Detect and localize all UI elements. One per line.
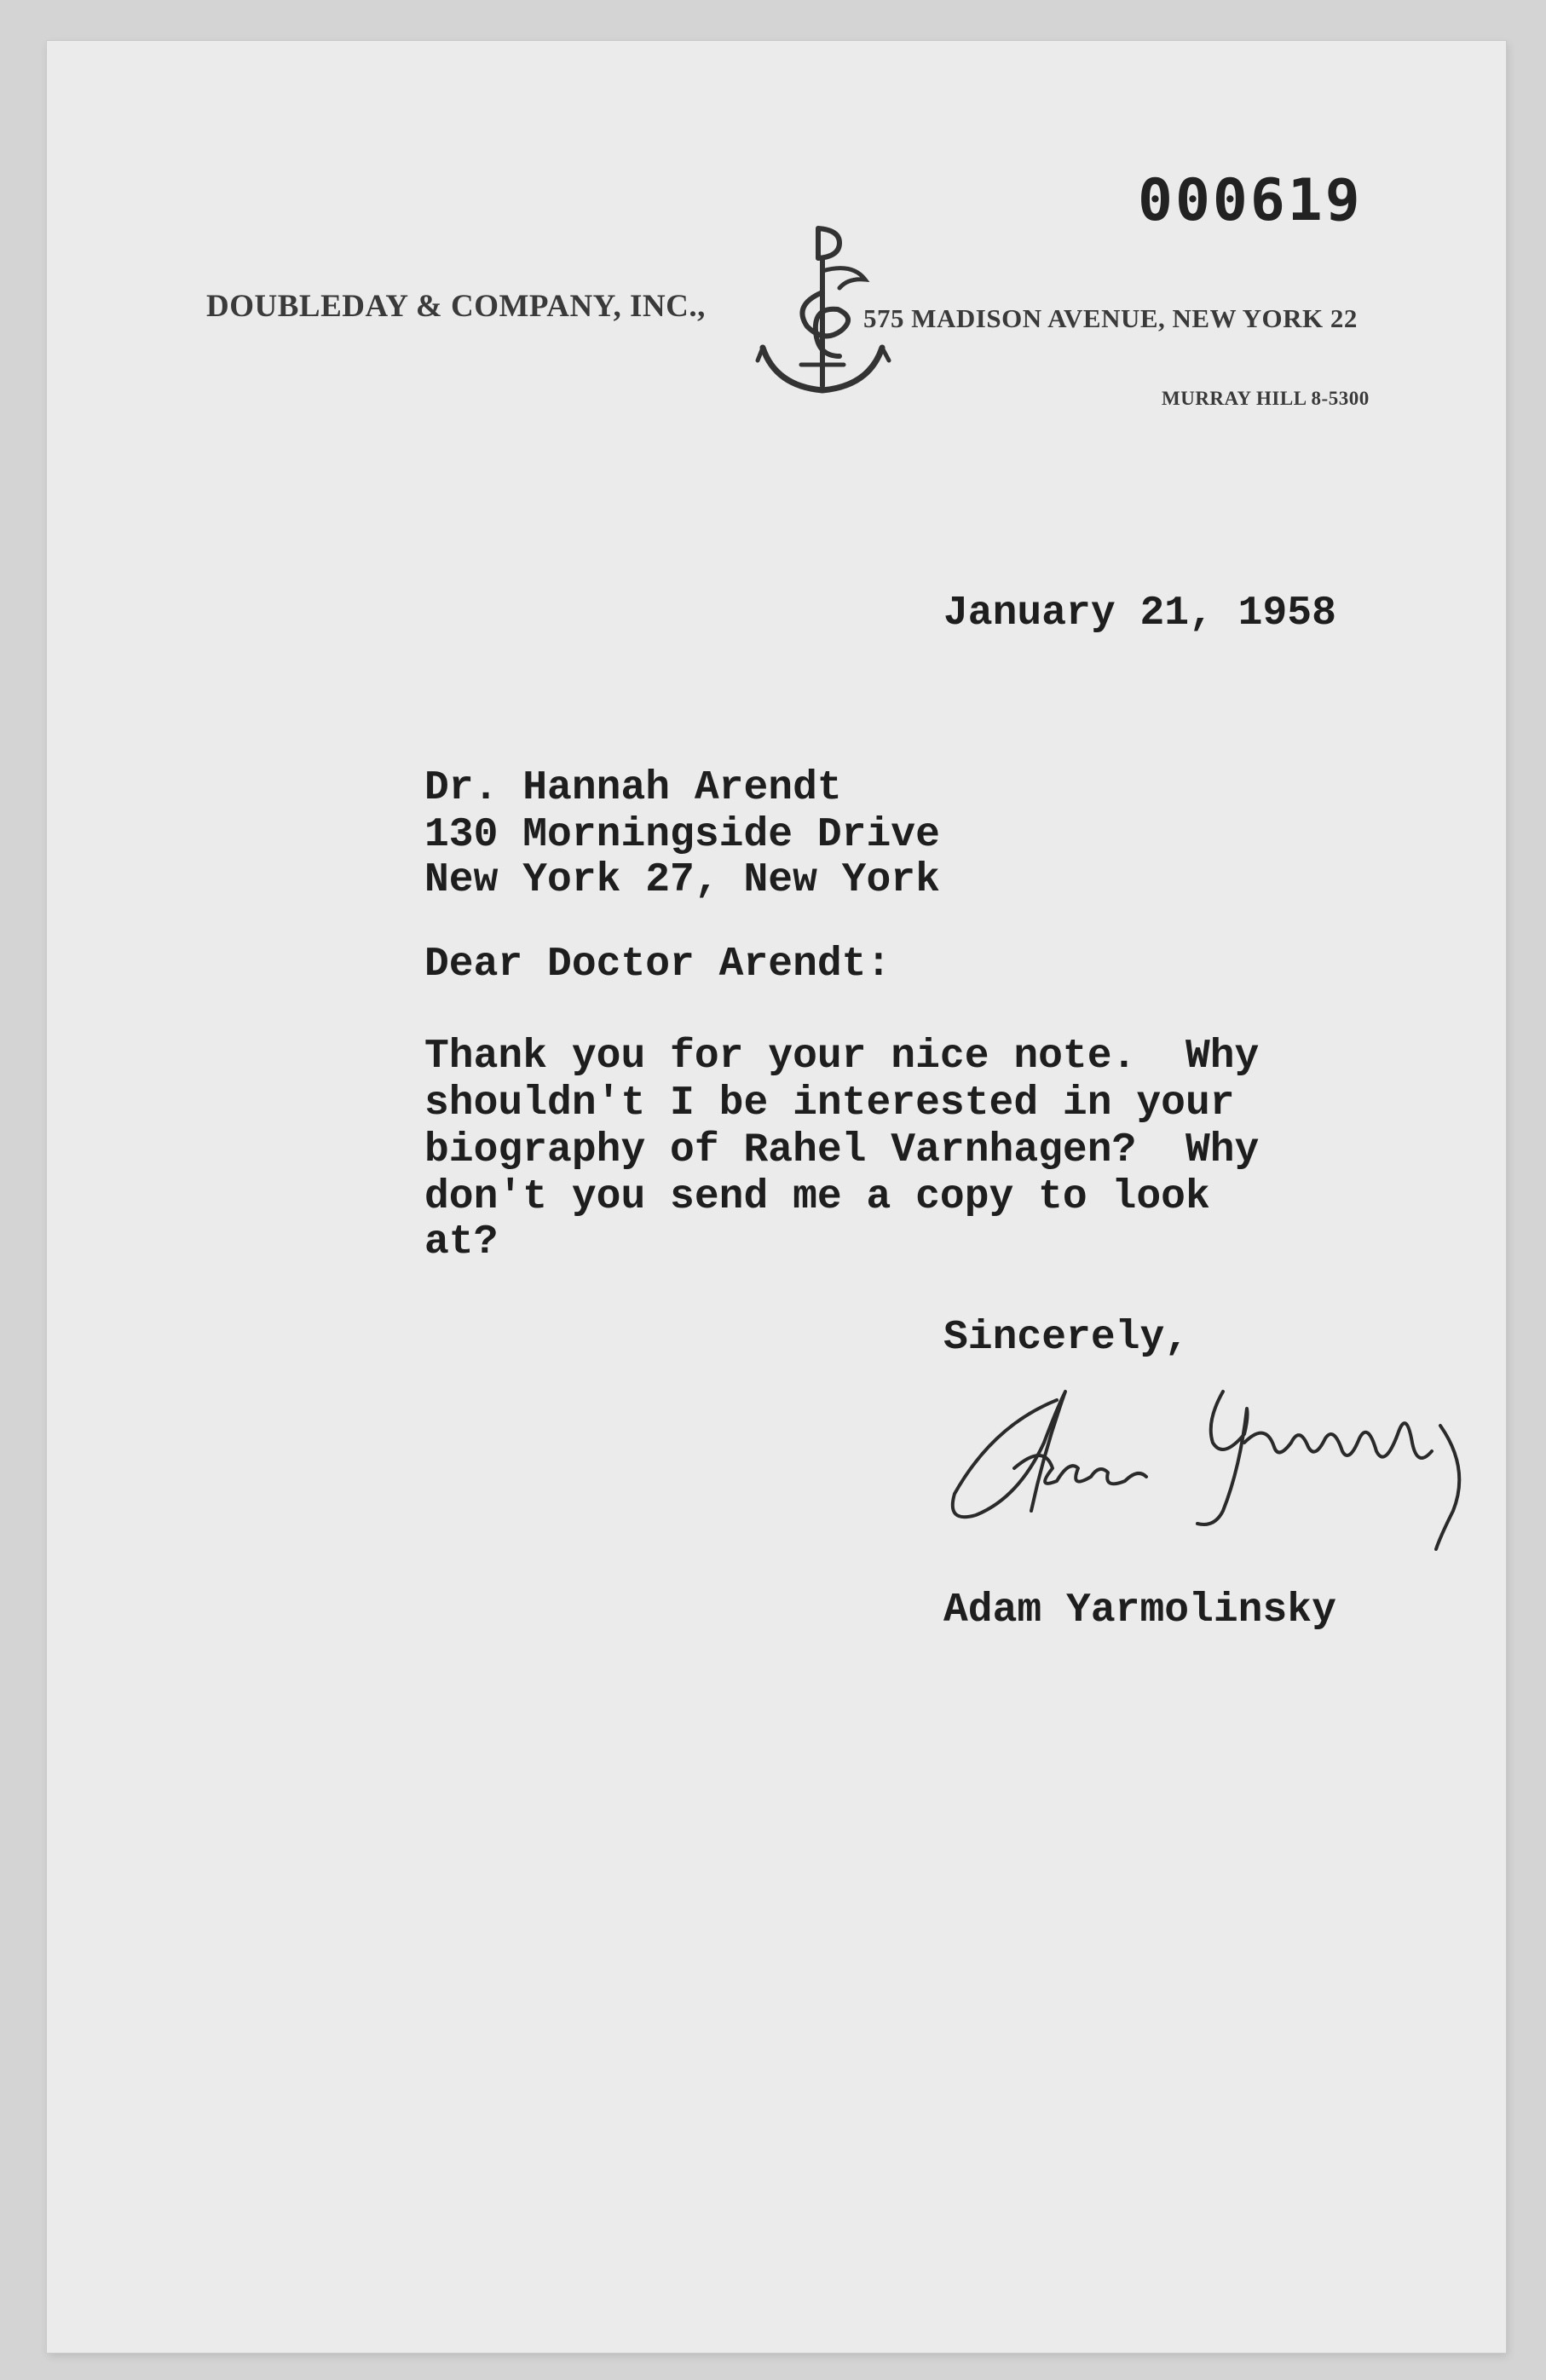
body-line: don't you send me a copy to look xyxy=(424,1174,1210,1220)
document-number: 000619 xyxy=(1138,167,1363,234)
closing: Sincerely, xyxy=(943,1315,1190,1361)
recipient-city: New York 27, New York xyxy=(424,857,940,903)
typed-signature-name: Adam Yarmolinsky xyxy=(943,1588,1336,1634)
recipient-street: 130 Morningside Drive xyxy=(424,812,940,858)
recipient-name: Dr. Hannah Arendt xyxy=(424,765,842,811)
letterhead-address: 575 MADISON AVENUE, NEW YORK 22 xyxy=(863,303,1358,333)
body-line: biography of Rahel Varnhagen? Why xyxy=(424,1127,1260,1173)
letterhead-phone: MURRAY HILL 8-5300 xyxy=(1162,388,1370,409)
salutation: Dear Doctor Arendt: xyxy=(424,942,891,988)
letter-date: January 21, 1958 xyxy=(943,591,1336,637)
handwritten-signature xyxy=(942,1340,1521,1570)
body-line: at? xyxy=(424,1219,499,1265)
body-line: Thank you for your nice note. Why xyxy=(424,1034,1260,1080)
body-line: shouldn't I be interested in your xyxy=(424,1081,1235,1127)
letterhead-company: DOUBLEDAY & COMPANY, INC., xyxy=(206,289,706,324)
letter-page xyxy=(47,41,1506,2353)
